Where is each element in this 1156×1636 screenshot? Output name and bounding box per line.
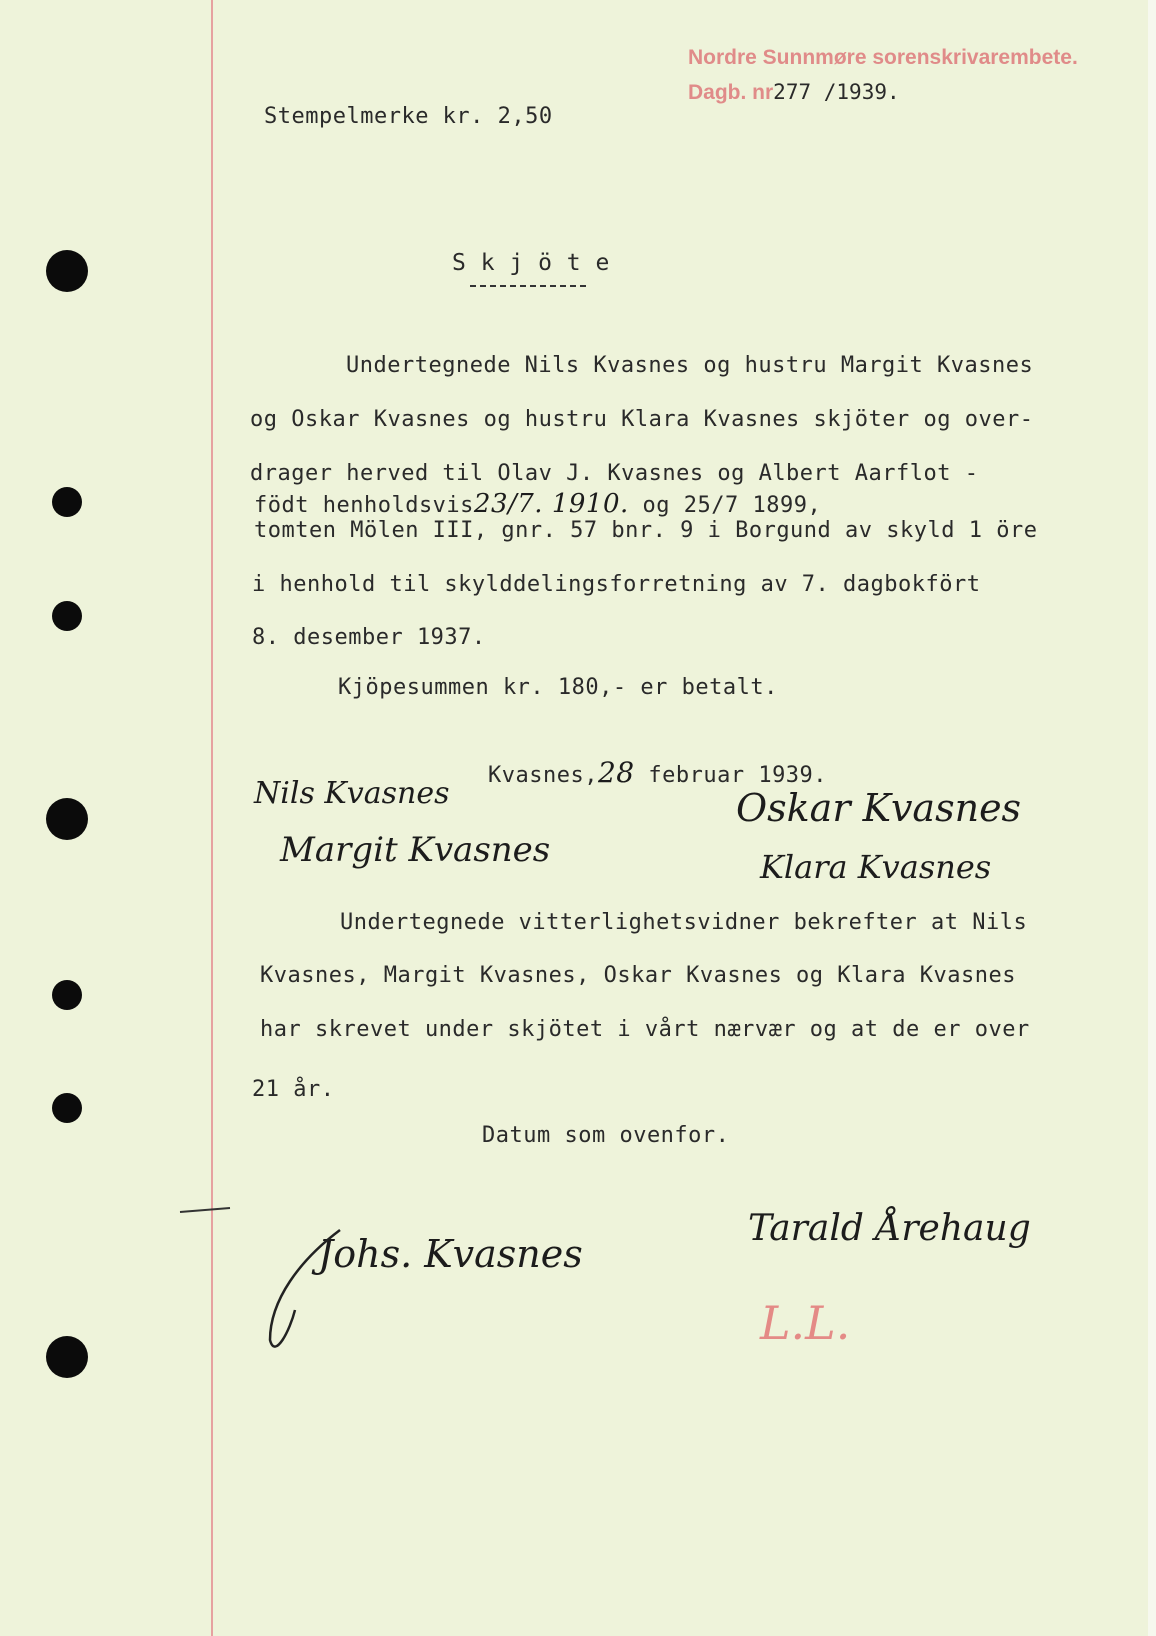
birth-second: og 25/7 1899, xyxy=(642,493,822,518)
body-line-6: i henhold til skylddelingsforretning av 7. dagbokfört xyxy=(252,572,981,597)
document-title: S k j ö t e xyxy=(452,250,610,276)
title-underline xyxy=(470,285,586,287)
punch-hole xyxy=(52,487,82,517)
punch-hole xyxy=(52,1093,82,1123)
red-initials: L.L. xyxy=(760,1296,851,1350)
punch-hole xyxy=(52,601,82,631)
diary-number-stamp xyxy=(688,80,900,105)
place-date xyxy=(488,756,827,789)
diary-label: Dagb. nr xyxy=(688,81,774,104)
place: Kvasnes, xyxy=(488,763,598,788)
signature-johs: Johs. Kvasnes xyxy=(318,1232,583,1276)
handwritten-birthdate: 23/7. 1910. xyxy=(473,489,629,519)
month-year: februar 1939. xyxy=(648,763,828,788)
body-line-1: Undertegnede Nils Kvasnes og hustru Margit Kvasnes xyxy=(346,353,1034,378)
body-line-4 xyxy=(254,489,821,519)
witness-line-2: Kvasnes, Margit Kvasnes, Oskar Kvasnes og Klara Kvasnes xyxy=(260,963,1016,988)
witness-line-3: har skrevet under skjötet i vårt nærvær og at de er over xyxy=(260,1017,1030,1042)
body-line-5: tomten Mölen III, gnr. 57 bnr. 9 i Borgund av skyld 1 öre xyxy=(254,518,1038,543)
signature-margit: Margit Kvasnes xyxy=(280,830,551,870)
signature-oskar: Oskar Kvasnes xyxy=(736,786,1022,830)
witness-line-4: 21 år. xyxy=(252,1077,335,1102)
punch-hole xyxy=(46,798,88,840)
punch-hole xyxy=(46,1336,88,1378)
office-stamp: Nordre Sunnmøre sorenskrivarembete. xyxy=(688,46,1078,69)
signature-flourish xyxy=(170,1200,390,1360)
witness-line-1: Undertegnede vitterlighetsvidner bekrefter at Nils xyxy=(340,910,1028,935)
diary-year: 39. xyxy=(861,80,900,104)
signature-tarald: Tarald Årehaug xyxy=(748,1208,1031,1249)
margin-line xyxy=(211,0,213,1636)
stamp-duty: Stempelmerke kr. 2,50 xyxy=(264,104,553,129)
punch-hole xyxy=(46,250,88,292)
signature-klara: Klara Kvasnes xyxy=(760,848,992,886)
purchase-sum: Kjöpesummen kr. 180,- er betalt. xyxy=(338,675,778,700)
punch-hole xyxy=(52,980,82,1010)
datum-line: Datum som ovenfor. xyxy=(482,1123,730,1148)
body-line-2: og Oskar Kvasnes og hustru Klara Kvasnes skjöter og over- xyxy=(250,407,1034,432)
handwritten-day: 28 xyxy=(597,756,635,789)
signature-nils: Nils Kvasnes xyxy=(254,776,450,811)
body-line-7: 8. desember 1937. xyxy=(252,625,486,650)
body-line-3: drager herved til Olav J. Kvasnes og Albert Aarflot - xyxy=(250,461,979,486)
birth-label: födt henholdsvis xyxy=(254,493,474,518)
diary-number: 277 /19 xyxy=(773,80,862,104)
